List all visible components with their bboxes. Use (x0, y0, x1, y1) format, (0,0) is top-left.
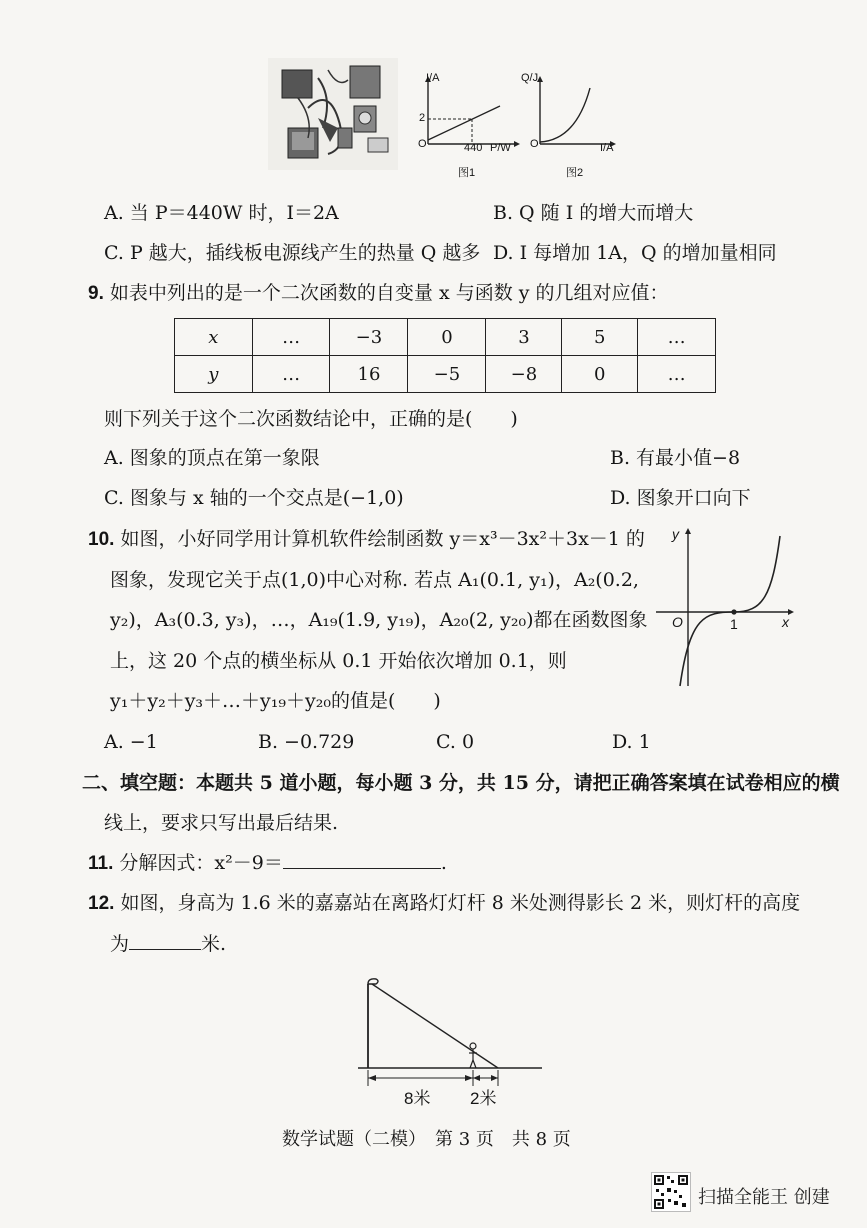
fig1-y-tick: 2 (419, 112, 426, 124)
appliance-illustration (268, 58, 398, 170)
q10-line-4: 上，这 20 个点的横坐标从 0.1 开始依次增加 0.1，则 (110, 650, 567, 672)
table-cell: 16 (330, 356, 408, 393)
q10-text-1: 如图，小好同学用计算机软件绘制函数 y＝x³－3x²＋3x－1 的 (120, 528, 645, 550)
table-cell: … (252, 319, 330, 356)
q9-option-a: A. 图象的顶点在第一象限 (104, 447, 320, 469)
q12-lamp-shadow-figure (354, 974, 550, 1098)
q8-option-b: B. Q 随 I 的增大而增大 (493, 202, 694, 224)
q9-value-table (174, 318, 716, 393)
watermark-text: 扫描全能王 创建 (698, 1187, 830, 1208)
q9-question: 则下列关于这个二次函数结论中，正确的是( ) (104, 408, 518, 430)
fig1-caption: 图1 (458, 167, 476, 179)
q12-line-2 (110, 931, 226, 957)
table-cell: 3 (486, 319, 562, 356)
table-cell: … (638, 319, 716, 356)
q10-line-1 (88, 526, 645, 553)
q12-line-1 (88, 890, 800, 917)
q9-option-b: B. 有最小值−8 (610, 447, 741, 469)
table-cell: … (252, 356, 330, 393)
qr-code-icon (651, 1172, 691, 1212)
q9-option-d: D. 图象开口向下 (610, 487, 751, 509)
q12-prefix: 为 (110, 933, 130, 955)
table-cell: −8 (486, 356, 562, 393)
q10-cubic-graph (650, 526, 795, 688)
q10-graph-x-label: x (782, 614, 789, 630)
q11-end: . (440, 852, 447, 874)
section-2-heading-line-2: 线上，要求只写出最后结果. (104, 812, 339, 834)
q12-label-8m: 8米 (404, 1089, 431, 1108)
table-cell: 5 (562, 319, 638, 356)
q11-number: 11. (88, 853, 114, 874)
table-cell: 0 (408, 319, 486, 356)
q11-answer-blank[interactable] (283, 850, 441, 869)
table-cell: −3 (330, 319, 408, 356)
q12-text: 如图，身高为 1.6 米的嘉嘉站在离路灯灯杆 8 米处测得影长 2 米，则灯杆的高度 (120, 892, 801, 914)
q10-option-d: D. 1 (612, 731, 651, 753)
q10-graph-origin: O (672, 614, 683, 630)
q10-option-a: A. −1 (104, 731, 158, 753)
fig2-caption: 图2 (566, 167, 584, 179)
q10-option-c: C. 0 (436, 731, 475, 753)
fig2-origin: O (530, 138, 539, 150)
table-row-x (175, 319, 716, 356)
section-2-heading-line-1: 二、填空题：本题共 5 道小题，每小题 3 分，共 15 分，请把正确答案填在试卷相应的横 (82, 772, 840, 794)
q11-line (88, 850, 447, 877)
q8-option-d: D. I 每增加 1A，Q 的增加量相同 (493, 242, 777, 264)
q9-option-c: C. 图象与 x 轴的一个交点是(−1,0) (104, 487, 404, 509)
table-cell: 0 (562, 356, 638, 393)
q10-graph-y-label: y (672, 526, 679, 542)
q9-number: 9. (88, 283, 104, 304)
q9-stem-line (88, 280, 669, 307)
q8-option-c: C. P 越大，插线板电源线产生的热量 Q 越多 (104, 242, 481, 264)
table-cell: −5 (408, 356, 486, 393)
q8-option-a: A. 当 P＝440W 时，I＝2A (104, 202, 339, 224)
fig1-origin: O (418, 138, 427, 150)
q10-number: 10. (88, 529, 115, 550)
q10-line-3: y₂)，A₃(0.3, y₃)，…，A₁₉(1.9, y₁₉)，A₂₀(2, y₂₀)都在函数图象 (110, 609, 648, 631)
fig1-x-tick: 440 (464, 142, 483, 154)
q10-graph-tick: 1 (730, 616, 738, 632)
fig2-x-label: I/A (600, 142, 614, 154)
q10-line-5: y₁＋y₂＋y₃＋…＋y₁₉＋y₂₀的值是( ) (110, 690, 441, 712)
page-footer: 数学试题（二模） 第 3 页 共 8 页 (282, 1129, 571, 1150)
q11-text: 分解因式：x²－9＝ (119, 852, 283, 874)
fig1-x-label: P/W (490, 142, 511, 154)
q10-line-2: 图象，发现它关于点(1,0)中心对称. 若点 A₁(0.1, y₁)，A₂(0.2, (110, 569, 639, 591)
table-row-y (175, 356, 716, 393)
table-cell: … (638, 356, 716, 393)
table-cell: y (175, 356, 253, 393)
q10-option-b: B. −0.729 (258, 731, 355, 753)
q12-suffix: 米. (201, 933, 227, 955)
table-cell: x (175, 319, 253, 356)
fig2-y-label: Q/J (521, 72, 539, 84)
q12-number: 12. (88, 893, 115, 914)
fig1-y-label: I/A (426, 72, 440, 84)
q9-stem: 如表中列出的是一个二次函数的自变量 x 与函数 y 的几组对应值： (109, 282, 669, 304)
q12-label-2m: 2米 (470, 1089, 497, 1108)
q12-answer-blank[interactable] (129, 931, 201, 950)
